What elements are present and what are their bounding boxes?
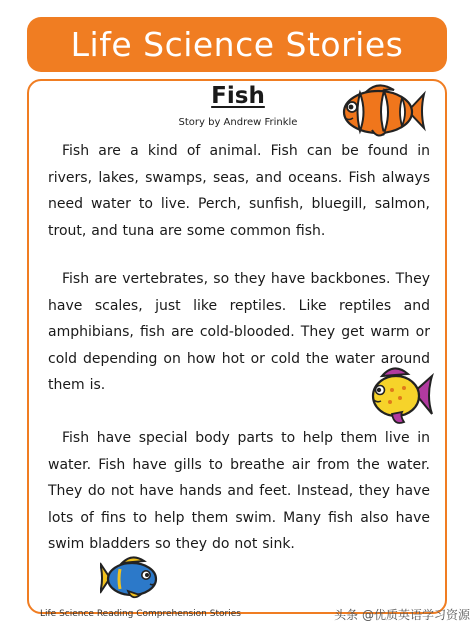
story-paragraph: Fish have special body parts to help them live in water. Fish have gills to breathe air from the water. They do not have hands and feet. Instead, they have lots of fins to help them swim. Many fish also have swim bladders so they do not sink. <box>48 430 430 552</box>
story-paragraph: Fish are a kind of animal. Fish can be found in rivers, lakes, swamps, seas, and oceans. Fish always need water to live. Perch, sunfish, bluegill, salmon, trout, and tuna are some common fish. <box>48 143 430 239</box>
clownfish-icon <box>338 80 426 142</box>
footer-series-label: Life Science Reading Comprehension Stories <box>40 609 241 619</box>
story-title: Fish <box>211 83 265 109</box>
header-banner <box>27 17 447 72</box>
yellow-fish-icon <box>368 362 434 430</box>
watermark: 头条 @优质英语学习资源 <box>334 608 470 622</box>
story-paragraph: Fish are vertebrates, so they have backbones. They have scales, just like reptiles. Like reptiles and amphibians, fish are cold-blooded. They get warm or cold depending on how hot or cold the water around them is. <box>48 271 430 393</box>
page-title: Life Science Stories <box>70 25 404 64</box>
blue-fish-icon <box>100 553 160 603</box>
story-byline: Story by Andrew Frinkle <box>178 117 298 128</box>
